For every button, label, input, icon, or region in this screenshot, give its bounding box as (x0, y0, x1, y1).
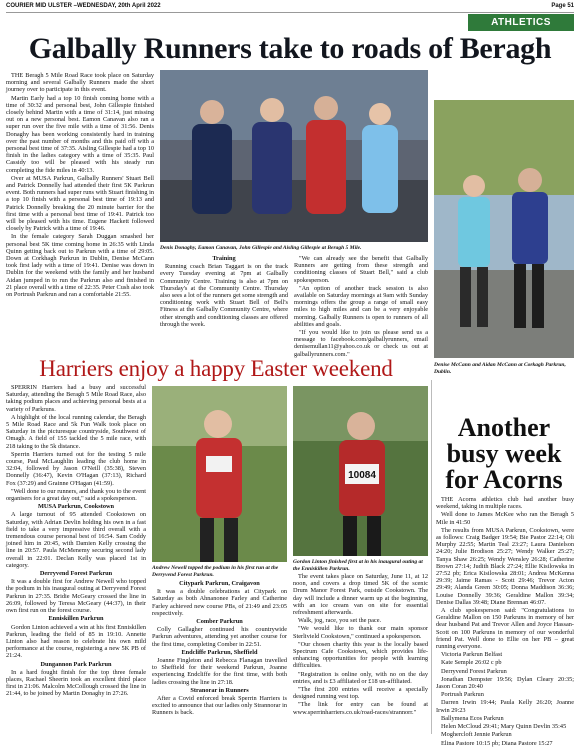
story3-p4: A club spokesperson said: "Congratulations to Geraldine Mallon on 150 Parkruns in memory of her dear husband Pat and Trevor Allen and Joyce Hassan-Scott on 100 Parkruns in memory of our wonderful friend Pat. Well done to Ellie on her PB – great running everyone. (436, 607, 574, 651)
story3-p8: Jonathan Dempster 19:56; Dylan Cleary 20:35; Jason Coran 20:40 (436, 675, 574, 691)
story1-p2: Martin Early had a top 10 finish coming home with a time of 30:32 and personal best, John Gillespie finished closely behind Martin with a time of 31:14, just missing out on a new personal best. Eamon Canavan also ran a super run over the five mile with a time of 31:56. Denis Donaghy has been working consistently hard in training over the past number of months and this paid off with a personal best time of 37:35. Aisling Gillespie had a top 10 finish in the ladies category with a time of 35:35. Paul Cassidy too will be pleased with his steady run completing the fide miles in 40:13. (6, 94, 154, 174)
newell-photo-caption: Andrew Newell topped the podium in his first run at the Derryvend Forest Parkrun. (152, 565, 279, 578)
story2-p16: "Our chosen charity this year is the locally based Spectrum Cafe Cookstown, which provides life-enhancing opportunities for people with learning difficulties. (293, 640, 428, 670)
musa-subhead: MUSA Parkrun, Cookstown (37, 503, 115, 511)
story1-col2 (160, 255, 288, 349)
section-banner: ATHLETICS (468, 14, 574, 31)
dungannon-subhead: Dungannon Park Parkrun (40, 660, 112, 668)
story2-p10: Colly Gallagher continued his countrywide Parkrun adventures, attending yet another course for the first time, completing Comber in 22:51. (152, 626, 287, 648)
story2-p1: SPERRIN Harriers had a busy and successful Saturday, attending the Beragh 5 Mile Road Race, also taking podium places and achieving personal bests at a variety of Parkruns. (6, 384, 146, 413)
masthead-left: COURIER MID ULSTER –WEDNESDAY, 20th April 2022 (6, 3, 161, 9)
story3-col (436, 496, 574, 747)
citypark-subhead: Citypark Parkrun, Craigavon (179, 580, 260, 587)
story2-p15: "We would like to thank our main sponsor Sterlivield Cookstown," continued a spokesperson. (293, 625, 428, 640)
group-photo (160, 70, 428, 242)
mccann-photo-caption: Denise McCann and Aidan McCann at Corkagh Parkrun, Dublin. (434, 362, 566, 375)
story2-col1 (6, 384, 146, 734)
page-number: Page 51 (551, 3, 574, 9)
linton-photo-caption: Gordon Linton finished first at in his inaugural outing at the Enniskillen Parkrun. (293, 559, 423, 572)
story3-p7: Derryvend Forest Parkrun (441, 667, 507, 675)
story2-p9: It was a double celebrations at Citypark on Saturday as both Ahnanonee Farley and Catherine Farley achieved new course PBs, of 21:49 and 23:05 respectively. (152, 588, 287, 617)
story2-p12: After a Covid enforced break Sperrin Harriers is excited to announce that our ladies only Strannorar in Runners is back. (152, 695, 287, 717)
derryvend-subhead: Derryvend Forest Parkrun (39, 570, 113, 578)
story3-p6: Kate Semple 26:02 c pb (441, 659, 502, 667)
story2-p3: Sperrin Harriers turned out for the testing 5 mile course, Paul McLaughlin leading the club home in 32:04, followed by Jason O'Neill (35:38), Steven Donnelly (36:47), Kevin O'Hagan (37:13), Richard Fox (37:29) and Grainne O'Hagan (41:59). (6, 450, 146, 487)
story2-p5: A large turnout of 95 attended Cookstown on Saturday, with Adrian Devlin holding his own in a fast field to take a very impressive third overall with a tremendous course personal best of 16:54. Sam Coddy joined him in 20:45, with Damien Kelly crossing the line in 20:57. Paula McMenemy securing second lady overall in 22:01. Declan Kelly was placed 1st in category. (6, 511, 146, 569)
story1-p6: "We can already see the benefit that Galbally Runners are getting from these strength and conditioning classes of Stuart Bell," said a club spokesperson. (294, 255, 428, 284)
newell-photo-image (152, 386, 287, 562)
story3-p11: Ballymena Ecos Parkrun (441, 714, 504, 722)
story2-p19: "The link for entry can be found at www.sperrinharriers.co.uk/road-races/strannorr." (293, 701, 428, 716)
story1-p5: Running coach Brian Taggart is on the track every Tuesday evening at 7pm at Galbally Community Centre. Training is also at 7pm on Thursday's at the Community Centre. Thursday also sees a lot of the runners get some strength and conditioning work with Stuart Bell of Bell's Fitness at the Galbally Community Centre, where other strength and conditioning classes are offered through the week. (160, 263, 289, 328)
enniskillen-subhead: Enniskillen Parkrun (48, 615, 104, 623)
story2-col3 (293, 573, 428, 734)
story3-p13: Moghercloft Jennie Parkrun (441, 731, 512, 739)
headline-galbally: Galbally Runners take to roads of Beragh (28, 32, 552, 65)
newell-photo (152, 386, 287, 562)
masthead (6, 2, 574, 12)
training-subhead: Training (212, 255, 236, 262)
story2-p4: "Well done to our runners, and thank you to the event organisers for a great day out," said a spokesperson. (6, 487, 146, 503)
story3-p1: THE Acorns athletics club had another busy weekend, taking in multiple races. (436, 496, 574, 511)
group-photo-image (160, 70, 428, 242)
headline-harriers: Harriers enjoy a happy Easter weekend (39, 356, 393, 381)
story2-p6: It was a double first for Andrew Newell who topped the podium in his inaugural outing at Derryvend Forest Parkrun in 27:35. Bridie McGeary crossed the line in 26:09, followed by Teresa McGeary (44:37), in their own first run on the forest course. (6, 578, 146, 615)
story2-p18: "The first 200 entries will receive a specially designed running vest top. (293, 686, 428, 701)
story1-col1 (6, 72, 154, 347)
story3-p5: Victoria Parkrun Belfast (441, 651, 503, 659)
story2-p13: The event takes place on Saturday, June 11, at 12 noon, and covers a drop timed 5K of the scenic Drum Manor Forest Park, outside Cookstown. The day will include a dinner warm up at the beginning, with an ice cream van on site for essential refreshment afterwards. (293, 573, 428, 617)
story1-p7: "An option of another track session is also available on Saturday mornings at 9am with Sunday mornings offers the group a range of small easy miles to high miles and can be a very enjoyable morning. Galbally Runners is open to runners of all abilities and goals. (294, 284, 428, 328)
story2-p14: Walk, jog, race, you set the pace. (298, 617, 382, 625)
mccann-photo-image (434, 100, 574, 358)
story3-p9: Portrush Parkrun (441, 691, 484, 699)
comber-subhead: Comber Parkrun (196, 618, 243, 626)
group-photo-caption: Denis Donaghy, Eamon Canavan, John Gillespie and Aisling Gillespie at Beragh 5 Mile. (160, 245, 362, 251)
story3-p3: The results from MUSA Parkrun, Cookstown, were as follows: Craig Badger 19:54; Bie Pastor 22:14; Oli Murphy 22:55; Martin Teal 23:27; Laura Danielson 24:20; Julie Brodison 25:27; Wendy Walker 25:27; Tanya Shaw 26:25; Wendy Wensley 26:28; Catherine Brown 27:14; Judith Black 27:24; Ellie Kisilowska in 27:52 pb; Erica Kisilowska 28:01; Andrea McKenna 29:39; Jaime Ramas - Scott 29:46; Trevor Acton 29:49; Alanda Green 30:05; Donna Maddison 36:36; Louise Donnelly 39:36; Geraldine Mallon 39:34; Denise Dallas 39:48; Diane Brennan 46:07. (436, 526, 574, 606)
story1-p1: THE Beragh 5 Mile Road Race took place on Saturday morning and several Galbally Runners made the short journey over to participate in this event. (6, 72, 154, 94)
story1-p4: In the female category Sarah Duggan smashed her personal best 5K time coming home in 26:35 with Linda Quinn getting back out to Parkrun with a time of 29:05. Down at Corkhagh Parkrun in Dublin, Denise McCann took first lady with a time of 19:41. Denise was down in Dublin for the weekend with the family and her husband Aidan jumped in to run the Parkrun also and finished in 21 place overall with a time of 22:35. Peter Cush also took on Portrush Parkrun and ran a comfortable 21:55. (6, 233, 154, 299)
linton-photo (293, 386, 428, 556)
column-divider (431, 380, 432, 734)
story3-p12: Helen McCloud 29:41; Mary Quinn Devlin 35:45 (441, 723, 567, 731)
story1-col3 (294, 255, 428, 358)
stranorar-subhead: Stranorar in Runners (190, 686, 249, 694)
story2-p8: In a hard fought finish for the top three female places, Rachael Sheerin took an excellent third place first in 21:06. Malcolm McCollough crossed the line in 21:44, to be joined by Martin Donaghy in 27:26. (6, 668, 146, 698)
story2-p7: Gordon Linton achieved a win at his first Enniskillen Parkrun, leading the field of 85 in 19:10. Annette Linton also had reason to celebrate his own mild performance at the course, registering a new 5K PB of 21:24. (6, 623, 146, 660)
story2-p17: "Registration is online only, with no on the day entries, and is £3 affiliated or £18 un-affiliated. (293, 670, 428, 685)
story2-col2 (152, 580, 287, 734)
story3-p10: Darren Irwin 19:44; Paula Kelly 26:20; Joanne Irwin 29:23 (436, 699, 574, 714)
race-bib-number: 10084 (348, 470, 376, 481)
linton-photo-image (293, 386, 428, 556)
masthead-rule (6, 12, 574, 13)
story2-p11: Joanne Fingleton and Rebecca Flanagan travelled to Sheffield for their weekend Parkrun, Joanne experiencing Endcliffe for the first time, with both ladies crossing the line in 27:18. (152, 657, 287, 686)
headline-acorns: Another busy week for Acorns (445, 413, 563, 494)
story1-p3: Over at MUSA Parkrun, Galbally Runners' Stuart Bell and Patrick Donnelly had attended their first 5K Parkrun event. Both runners had super runs with Stuart finishing in a top 10 finish with a personal best time of 19:13 and Patrick Donnelly breaking the 20 minute barrier for the first time with a personal best time of 19:41. Patrick too will be pleased with his time. Eugene Hackett followed closely by Patrick with a time of 19:46. (6, 174, 154, 233)
endcliffe-subhead: Endcliffe Parkrun, Sheffield (181, 648, 258, 656)
mccann-photo (434, 100, 574, 358)
story1-p8: "If you would like to join us please send us a message to facebook.com/galballyrunners, email denisemullan11@yahoo.co.uk or check us out at galballyrunners.com." (294, 329, 428, 358)
story3-p2: Well done to James McKee who ran the Beragh 5 Mile in 41:50 (436, 511, 574, 526)
story2-p2: A highlight of the local running calendar, the Beragh 5 Mile Road Race and 5k Fun Walk took place on Saturday in the picturesque countryside, Southwest of Omagh. A field of 155 tackled the 5 mile race, with 218 taking to the 5k distance. (6, 413, 146, 450)
story3-p14: Elina Pastore 10:15 pb; Diana Pastore 15:27 (441, 739, 553, 747)
